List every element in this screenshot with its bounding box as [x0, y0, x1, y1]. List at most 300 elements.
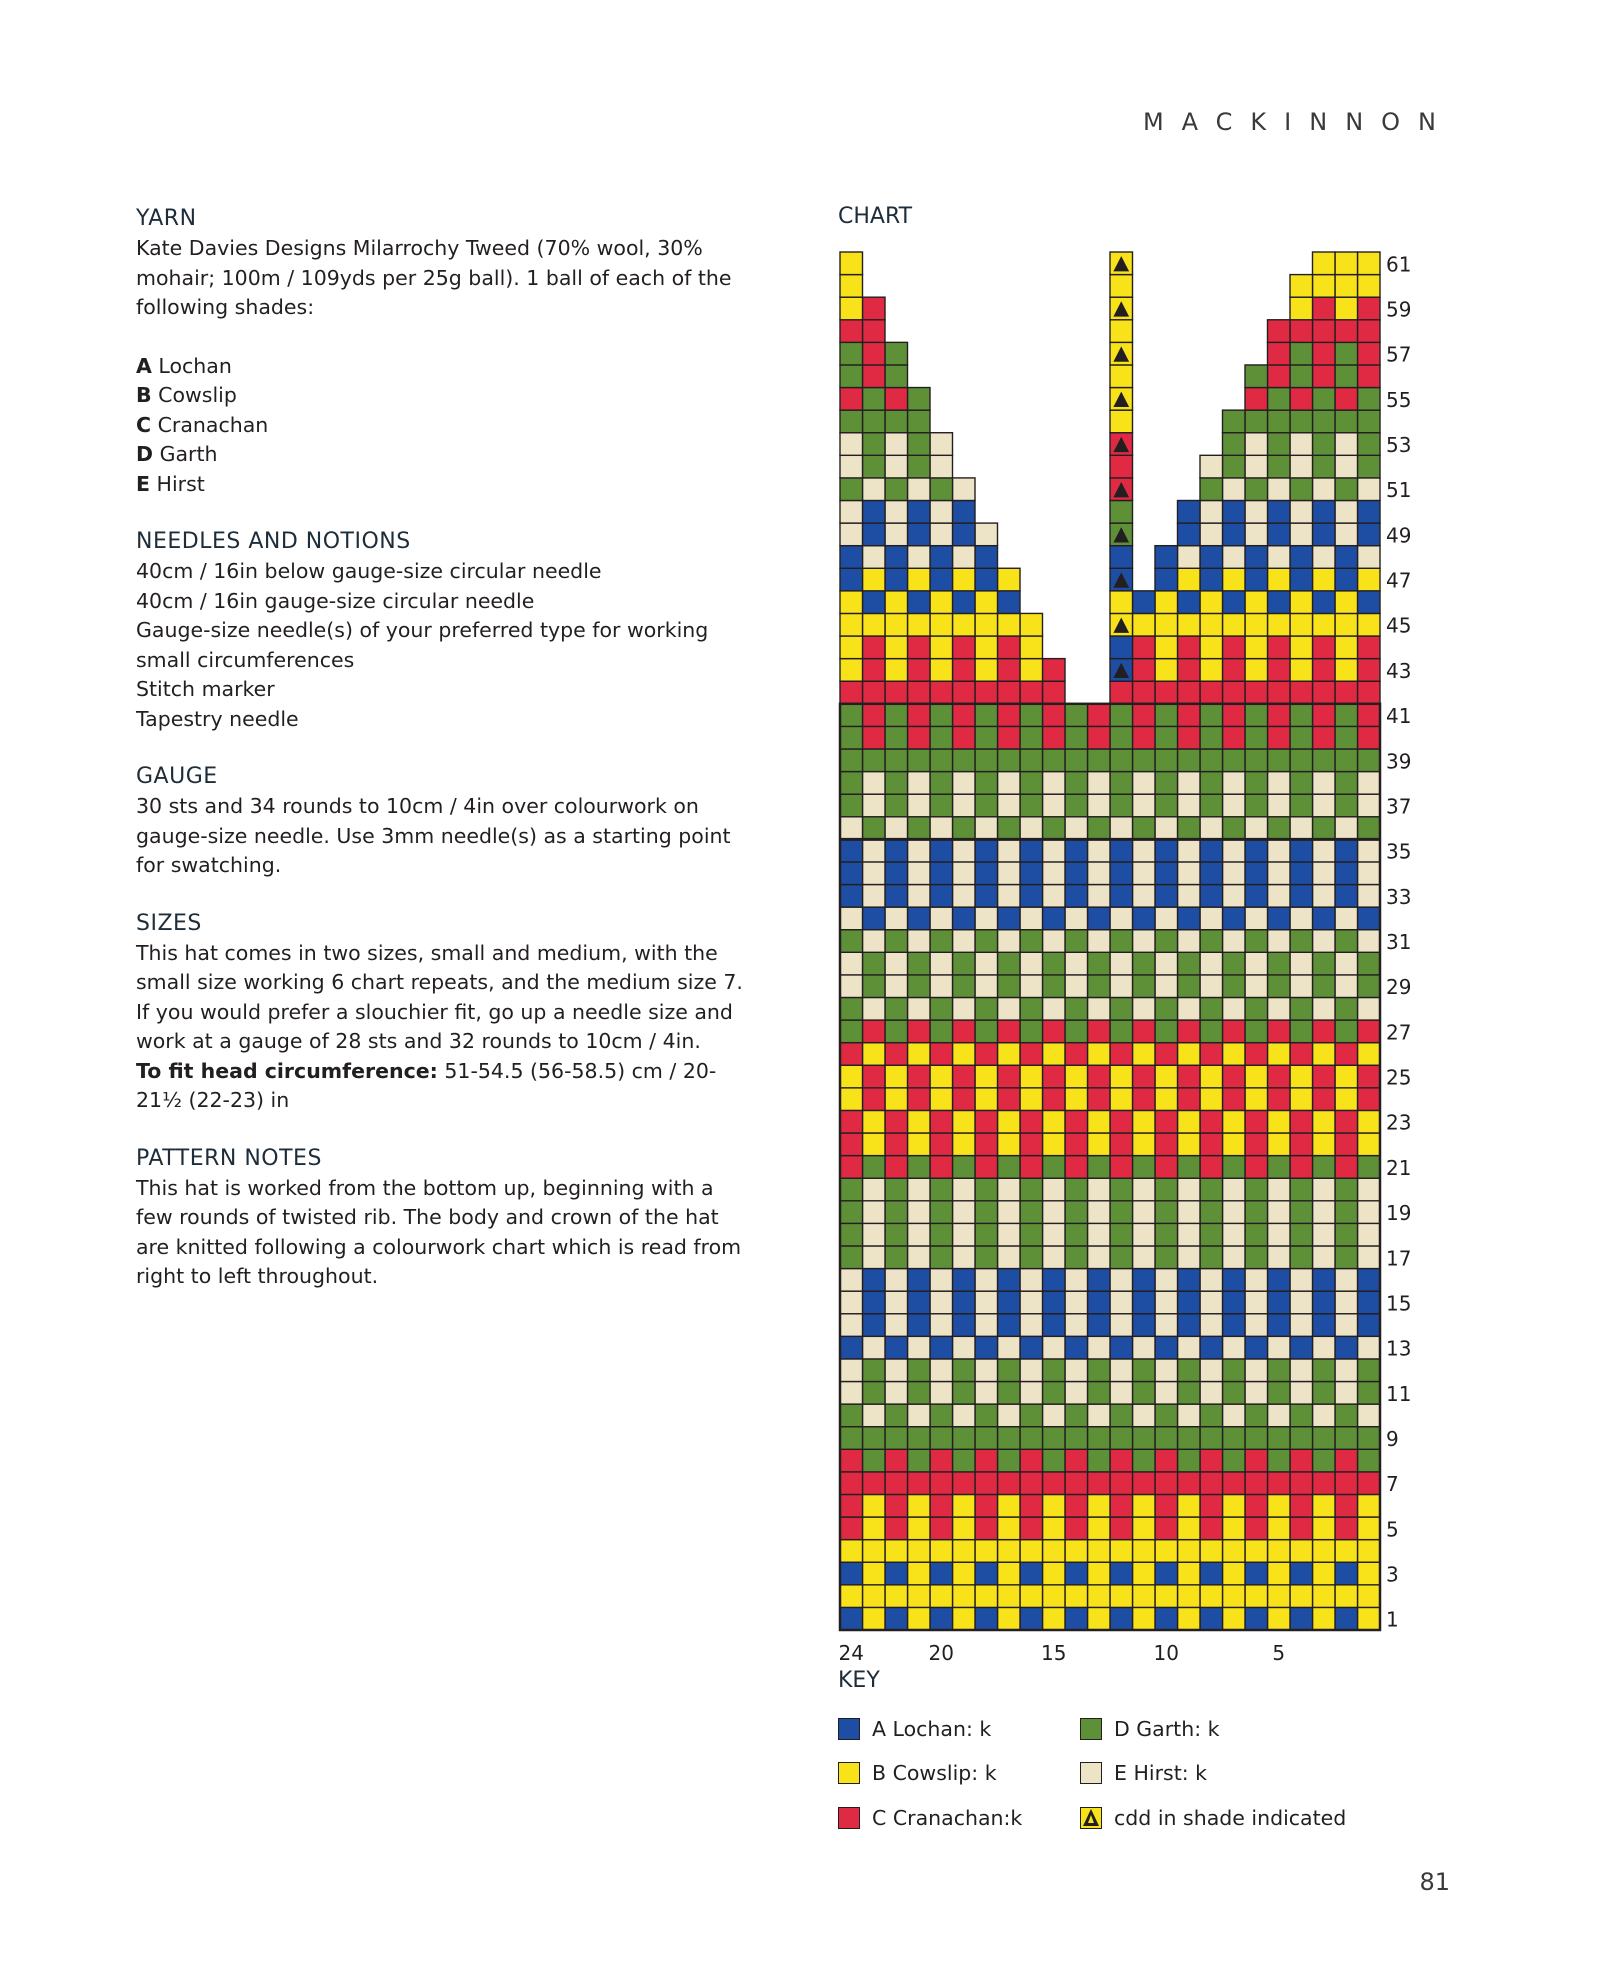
chart-stitch	[1335, 1427, 1358, 1450]
chart-stitch	[1065, 1494, 1088, 1517]
chart-stitch	[840, 1382, 863, 1405]
chart-stitch	[975, 1201, 998, 1224]
chart-stitch	[1155, 817, 1178, 840]
chart-stitch	[908, 1517, 931, 1540]
chart-stitch	[1358, 275, 1381, 298]
chart-stitch	[930, 500, 953, 523]
shade-item-e: E Hirst	[136, 471, 205, 496]
chart-stitch	[863, 907, 886, 930]
chart-stitch	[953, 1088, 976, 1111]
chart-stitch	[1358, 636, 1381, 659]
chart-stitch	[1358, 500, 1381, 523]
chart-stitch	[1290, 704, 1313, 727]
chart-stitch	[1088, 1223, 1111, 1246]
chart-stitch	[1065, 1178, 1088, 1201]
chart-stitch	[1043, 1178, 1066, 1201]
chart-stitch	[1290, 1382, 1313, 1405]
chart-stitch	[1020, 704, 1043, 727]
chart-stitch	[885, 681, 908, 704]
chart-stitch	[1335, 1314, 1358, 1337]
chart-stitch	[1200, 1472, 1223, 1495]
chart-stitch	[998, 1562, 1021, 1585]
chart-stitch	[1200, 704, 1223, 727]
chart-stitch	[863, 1517, 886, 1540]
chart-stitch	[998, 862, 1021, 885]
chart-stitch	[863, 1540, 886, 1563]
chart-stitch	[1065, 952, 1088, 975]
chart-stitch	[1065, 862, 1088, 885]
chart-stitch	[1200, 885, 1223, 908]
chart-stitch	[863, 1449, 886, 1472]
chart-stitch	[1358, 1336, 1381, 1359]
chart-stitch	[1110, 1517, 1133, 1540]
chart-stitch	[885, 1246, 908, 1269]
chart-stitch	[1133, 1494, 1156, 1517]
chart-stitch	[953, 1110, 976, 1133]
key-item-lochan	[838, 1716, 991, 1742]
pattern-notes-body: This hat is worked from the bottom up, beginning with a few rounds of twisted rib. The body and crown of the hat are knitted following a colourwork chart which is read from right to left throughout.	[136, 1175, 742, 1288]
chart-stitch	[885, 1517, 908, 1540]
chart-stitch	[1155, 997, 1178, 1020]
chart-stitch	[1110, 500, 1133, 523]
chart-stitch	[1020, 997, 1043, 1020]
chart-stitch	[1290, 681, 1313, 704]
chart-stitch	[1358, 1314, 1381, 1337]
chart-stitch	[908, 1427, 931, 1450]
chart-stitch	[1088, 1336, 1111, 1359]
chart-stitch	[930, 636, 953, 659]
chart-stitch	[863, 1223, 886, 1246]
chart-stitch	[1268, 997, 1291, 1020]
chart-stitch	[930, 523, 953, 546]
chart-stitch	[930, 817, 953, 840]
chart-stitch	[1065, 1043, 1088, 1066]
chart-stitch	[1020, 862, 1043, 885]
chart-stitch	[840, 1088, 863, 1111]
chart-stitch	[1245, 749, 1268, 772]
chart-stitch	[1290, 1269, 1313, 1292]
key-item-hirst	[1080, 1760, 1207, 1786]
chart-stitch	[1245, 1246, 1268, 1269]
chart-stitch	[863, 568, 886, 591]
chart-stitch	[908, 772, 931, 795]
chart-stitch	[1155, 975, 1178, 998]
chart-stitch	[1223, 749, 1246, 772]
chart-stitch	[1313, 252, 1336, 275]
chart-stitch	[1313, 817, 1336, 840]
chart-stitch	[1335, 1585, 1358, 1608]
chart-stitch	[863, 342, 886, 365]
chart-stitch	[1223, 1065, 1246, 1088]
chart-stitch	[840, 320, 863, 343]
chart-stitch	[1178, 591, 1201, 614]
chart-stitch	[1088, 1562, 1111, 1585]
chart-stitch	[1313, 930, 1336, 953]
chart-stitch	[1358, 523, 1381, 546]
chart-stitch	[1133, 1562, 1156, 1585]
chart-stitch	[1043, 1472, 1066, 1495]
chart-stitch	[840, 1201, 863, 1224]
chart-stitch	[1268, 455, 1291, 478]
chart-stitch	[1133, 1065, 1156, 1088]
chart-stitch	[1178, 500, 1201, 523]
chart-stitch	[840, 500, 863, 523]
chart-stitch	[840, 1133, 863, 1156]
chart-stitch	[998, 975, 1021, 998]
chart-stitch	[863, 1562, 886, 1585]
chart-stitch	[953, 1404, 976, 1427]
chart-stitch	[1335, 478, 1358, 501]
chart-stitch	[1065, 1404, 1088, 1427]
chart-stitch	[863, 1088, 886, 1111]
chart-stitch	[908, 568, 931, 591]
chart-stitch	[908, 591, 931, 614]
chart-stitch	[953, 1065, 976, 1088]
chart-stitch	[1290, 1585, 1313, 1608]
chart-stitch	[930, 546, 953, 569]
chart-stitch	[1223, 1223, 1246, 1246]
chart-stitch	[840, 749, 863, 772]
chart-stitch	[1110, 885, 1133, 908]
chart-stitch	[975, 1065, 998, 1088]
chart-stitch	[1335, 997, 1358, 1020]
chart-stitch	[975, 591, 998, 614]
chart-stitch	[930, 433, 953, 456]
chart-stitch	[1313, 1223, 1336, 1246]
key-heading: KEY	[838, 1668, 880, 1693]
chart-stitch	[975, 1359, 998, 1382]
chart-stitch	[1223, 591, 1246, 614]
chart-stitch	[1335, 1607, 1358, 1630]
chart-stitch	[840, 1359, 863, 1382]
chart-stitch	[1358, 1020, 1381, 1043]
chart-stitch	[1020, 681, 1043, 704]
chart-stitch	[1020, 613, 1043, 636]
chart-stitch	[1335, 1043, 1358, 1066]
chart-stitch	[1268, 1517, 1291, 1540]
chart-stitch	[1155, 1133, 1178, 1156]
chart-stitch	[1110, 591, 1133, 614]
chart-stitch	[1043, 907, 1066, 930]
chart-stitch	[1178, 1314, 1201, 1337]
chart-stitch	[1020, 1133, 1043, 1156]
column-number: 15	[1041, 1641, 1067, 1665]
shade-item-b: B Cowslip	[136, 383, 237, 407]
chart-stitch	[840, 546, 863, 569]
chart-stitch	[1088, 1291, 1111, 1314]
chart-stitch	[1133, 1427, 1156, 1450]
chart-stitch	[1178, 817, 1201, 840]
chart-stitch	[1335, 410, 1358, 433]
chart-stitch	[1155, 1472, 1178, 1495]
chart-stitch	[1290, 1404, 1313, 1427]
chart-stitch	[1223, 1607, 1246, 1630]
chart-stitch	[953, 1156, 976, 1179]
column-number: 10	[1153, 1641, 1179, 1665]
chart-stitch	[1043, 1065, 1066, 1088]
chart-stitch	[998, 659, 1021, 682]
chart-stitch	[1020, 930, 1043, 953]
chart-stitch	[863, 1201, 886, 1224]
chart-stitch	[863, 1156, 886, 1179]
chart-stitch	[1133, 1540, 1156, 1563]
chart-stitch	[1245, 1020, 1268, 1043]
chart-stitch	[1268, 320, 1291, 343]
chart-stitch	[1200, 1020, 1223, 1043]
chart-stitch	[953, 772, 976, 795]
row-number: 49	[1386, 523, 1412, 548]
chart-stitch	[863, 1382, 886, 1405]
chart-stitch	[1245, 1382, 1268, 1405]
chart-stitch	[908, 930, 931, 953]
chart-stitch	[1223, 613, 1246, 636]
chart-stitch	[1335, 1291, 1358, 1314]
chart-stitch	[1065, 997, 1088, 1020]
chart-stitch	[1110, 1020, 1133, 1043]
chart-stitch	[1268, 749, 1291, 772]
chart-stitch	[863, 1110, 886, 1133]
chart-stitch	[1358, 726, 1381, 749]
chart-stitch	[1088, 1156, 1111, 1179]
chart-stitch	[1110, 1607, 1133, 1630]
chart-stitch	[953, 1336, 976, 1359]
chart-stitch	[1223, 500, 1246, 523]
chart-stitch	[930, 1088, 953, 1111]
chart-stitch	[1133, 1585, 1156, 1608]
chart-stitch	[1358, 455, 1381, 478]
chart-stitch	[1313, 1110, 1336, 1133]
chart-stitch	[908, 1043, 931, 1066]
chart-stitch	[1358, 1223, 1381, 1246]
chart-stitch	[1110, 704, 1133, 727]
chart-stitch	[1223, 930, 1246, 953]
chart-stitch	[1335, 1246, 1358, 1269]
chart-stitch	[908, 1291, 931, 1314]
chart-stitch	[1020, 1585, 1043, 1608]
chart-stitch	[1268, 1585, 1291, 1608]
chart-stitch	[1110, 794, 1133, 817]
chart-stitch	[1110, 365, 1133, 388]
chart-stitch	[1290, 1359, 1313, 1382]
chart-stitch	[1268, 500, 1291, 523]
chart-stitch	[1290, 523, 1313, 546]
chart-stitch	[1313, 1427, 1336, 1450]
chart-stitch	[1088, 704, 1111, 727]
chart-stitch	[840, 613, 863, 636]
chart-stitch	[863, 365, 886, 388]
chart-stitch	[930, 862, 953, 885]
chart-stitch	[930, 1449, 953, 1472]
key-item-cranachan	[838, 1805, 1022, 1831]
chart-stitch	[863, 1133, 886, 1156]
fit-label: To fit head circumference:	[136, 1058, 438, 1083]
chart-stitch	[1200, 907, 1223, 930]
chart-stitch	[1358, 546, 1381, 569]
chart-stitch	[1020, 1427, 1043, 1450]
chart-stitch	[1223, 1110, 1246, 1133]
chart-stitch	[1088, 907, 1111, 930]
chart-stitch	[1065, 1585, 1088, 1608]
chart-stitch	[1223, 1562, 1246, 1585]
chart-stitch	[998, 930, 1021, 953]
chart-stitch	[1313, 1088, 1336, 1111]
chart-stitch	[1088, 1065, 1111, 1088]
chart-stitch	[1358, 342, 1381, 365]
chart-stitch	[1245, 1043, 1268, 1066]
chart-stitch	[998, 1517, 1021, 1540]
chart-stitch	[953, 1494, 976, 1517]
chart-stitch	[953, 726, 976, 749]
chart-stitch	[953, 1223, 976, 1246]
chart-stitch	[1313, 704, 1336, 727]
chart-stitch	[885, 1156, 908, 1179]
chart-stitch	[1065, 749, 1088, 772]
chart-stitch	[1358, 885, 1381, 908]
chart-stitch	[1200, 975, 1223, 998]
chart-stitch	[1155, 1223, 1178, 1246]
chart-stitch	[1245, 613, 1268, 636]
chart-stitch	[1335, 839, 1358, 862]
chart-stitch	[953, 1359, 976, 1382]
chart-stitch	[1268, 1472, 1291, 1495]
chart-stitch	[1155, 546, 1178, 569]
chart-stitch	[953, 862, 976, 885]
chart-stitch	[885, 1088, 908, 1111]
chart-stitch	[885, 546, 908, 569]
chart-stitch	[1358, 952, 1381, 975]
chart-stitch	[1290, 862, 1313, 885]
chart-stitch	[1313, 1269, 1336, 1292]
chart-stitch	[1020, 1404, 1043, 1427]
chart-stitch	[1088, 749, 1111, 772]
chart-stitch	[1223, 704, 1246, 727]
chart-stitch	[1178, 636, 1201, 659]
chart-stitch	[1043, 930, 1066, 953]
chart-stitch	[1088, 1359, 1111, 1382]
chart-stitch	[1313, 681, 1336, 704]
chart-stitch	[1358, 478, 1381, 501]
chart-stitch	[1088, 1178, 1111, 1201]
chart-stitch	[1313, 1472, 1336, 1495]
chart-stitch	[1155, 1314, 1178, 1337]
chart-stitch	[1020, 1043, 1043, 1066]
chart-stitch	[1313, 1449, 1336, 1472]
chart-stitch	[840, 975, 863, 998]
chart-stitch	[975, 726, 998, 749]
shade-item-c: C Cranachan	[136, 412, 269, 437]
chart-stitch	[1065, 1291, 1088, 1314]
chart-stitch	[1020, 885, 1043, 908]
chart-stitch	[998, 1065, 1021, 1088]
chart-stitch	[998, 1382, 1021, 1405]
chart-stitch	[998, 1088, 1021, 1111]
chart-stitch	[1268, 1314, 1291, 1337]
chart-stitch	[840, 433, 863, 456]
chart-stitch	[1313, 1359, 1336, 1382]
chart-stitch	[1178, 1472, 1201, 1495]
chart-stitch	[863, 523, 886, 546]
chart-stitch	[1043, 1269, 1066, 1292]
chart-stitch	[1155, 681, 1178, 704]
chart-stitch	[1043, 1020, 1066, 1043]
chart-stitch	[1358, 817, 1381, 840]
chart-stitch	[998, 1540, 1021, 1563]
chart-stitch	[930, 1382, 953, 1405]
chart-stitch	[1223, 817, 1246, 840]
chart-stitch	[1043, 659, 1066, 682]
chart-stitch	[1043, 885, 1066, 908]
chart-stitch	[1043, 997, 1066, 1020]
chart-stitch	[908, 1607, 931, 1630]
chart-stitch	[885, 613, 908, 636]
chart-stitch	[1245, 1156, 1268, 1179]
chart-stitch	[1335, 500, 1358, 523]
row-number: 41	[1386, 704, 1412, 729]
chart-stitch	[1133, 975, 1156, 998]
chart-stitch	[1290, 749, 1313, 772]
chart-stitch	[1020, 1223, 1043, 1246]
chart-stitch	[840, 1269, 863, 1292]
chart-stitch	[1313, 1133, 1336, 1156]
gauge-description: 30 sts and 34 rounds to 10cm / 4in over colourwork on gauge-size needle. Use 3mm needle(s) as a starting point for swatching.	[136, 794, 731, 877]
column-number: 24	[838, 1641, 864, 1665]
chart-stitch	[975, 1449, 998, 1472]
chart-stitch	[975, 1314, 998, 1337]
chart-stitch	[1200, 1607, 1223, 1630]
chart-stitch	[1178, 1404, 1201, 1427]
chart-stitch	[1335, 975, 1358, 998]
chart-stitch	[1335, 952, 1358, 975]
chart-stitch	[1268, 659, 1291, 682]
chart-stitch	[908, 500, 931, 523]
row-number: 1	[1386, 1607, 1399, 1632]
chart-stitch	[1155, 885, 1178, 908]
chart-stitch	[930, 613, 953, 636]
chart-stitch	[1133, 1607, 1156, 1630]
chart-stitch	[1065, 1246, 1088, 1269]
chart-stitch	[1133, 1517, 1156, 1540]
chart-stitch	[1245, 1088, 1268, 1111]
chart-stitch	[1335, 1382, 1358, 1405]
chart-stitch	[1245, 1585, 1268, 1608]
chart-stitch	[1223, 975, 1246, 998]
chart-stitch	[908, 659, 931, 682]
chart-stitch	[1043, 1336, 1066, 1359]
chart-stitch	[1245, 817, 1268, 840]
chart-stitch	[930, 1065, 953, 1088]
chart-stitch	[1065, 704, 1088, 727]
chart-stitch	[1245, 478, 1268, 501]
chart-stitch	[1155, 704, 1178, 727]
chart-stitch	[1223, 1359, 1246, 1382]
chart-stitch	[1110, 636, 1133, 659]
chart-stitch	[1020, 1065, 1043, 1088]
chart-stitch	[885, 1359, 908, 1382]
chart-stitch	[1313, 1404, 1336, 1427]
chart-stitch	[953, 1178, 976, 1201]
chart-stitch	[1178, 1246, 1201, 1269]
chart-stitch	[1313, 1065, 1336, 1088]
chart-stitch	[1065, 1110, 1088, 1133]
chart-stitch	[1178, 1269, 1201, 1292]
chart-stitch	[863, 591, 886, 614]
chart-stitch	[1313, 952, 1336, 975]
chart-stitch	[1200, 749, 1223, 772]
chart-stitch	[885, 862, 908, 885]
chart-stitch	[930, 1427, 953, 1450]
chart-stitch	[1290, 1223, 1313, 1246]
chart-stitch	[908, 794, 931, 817]
